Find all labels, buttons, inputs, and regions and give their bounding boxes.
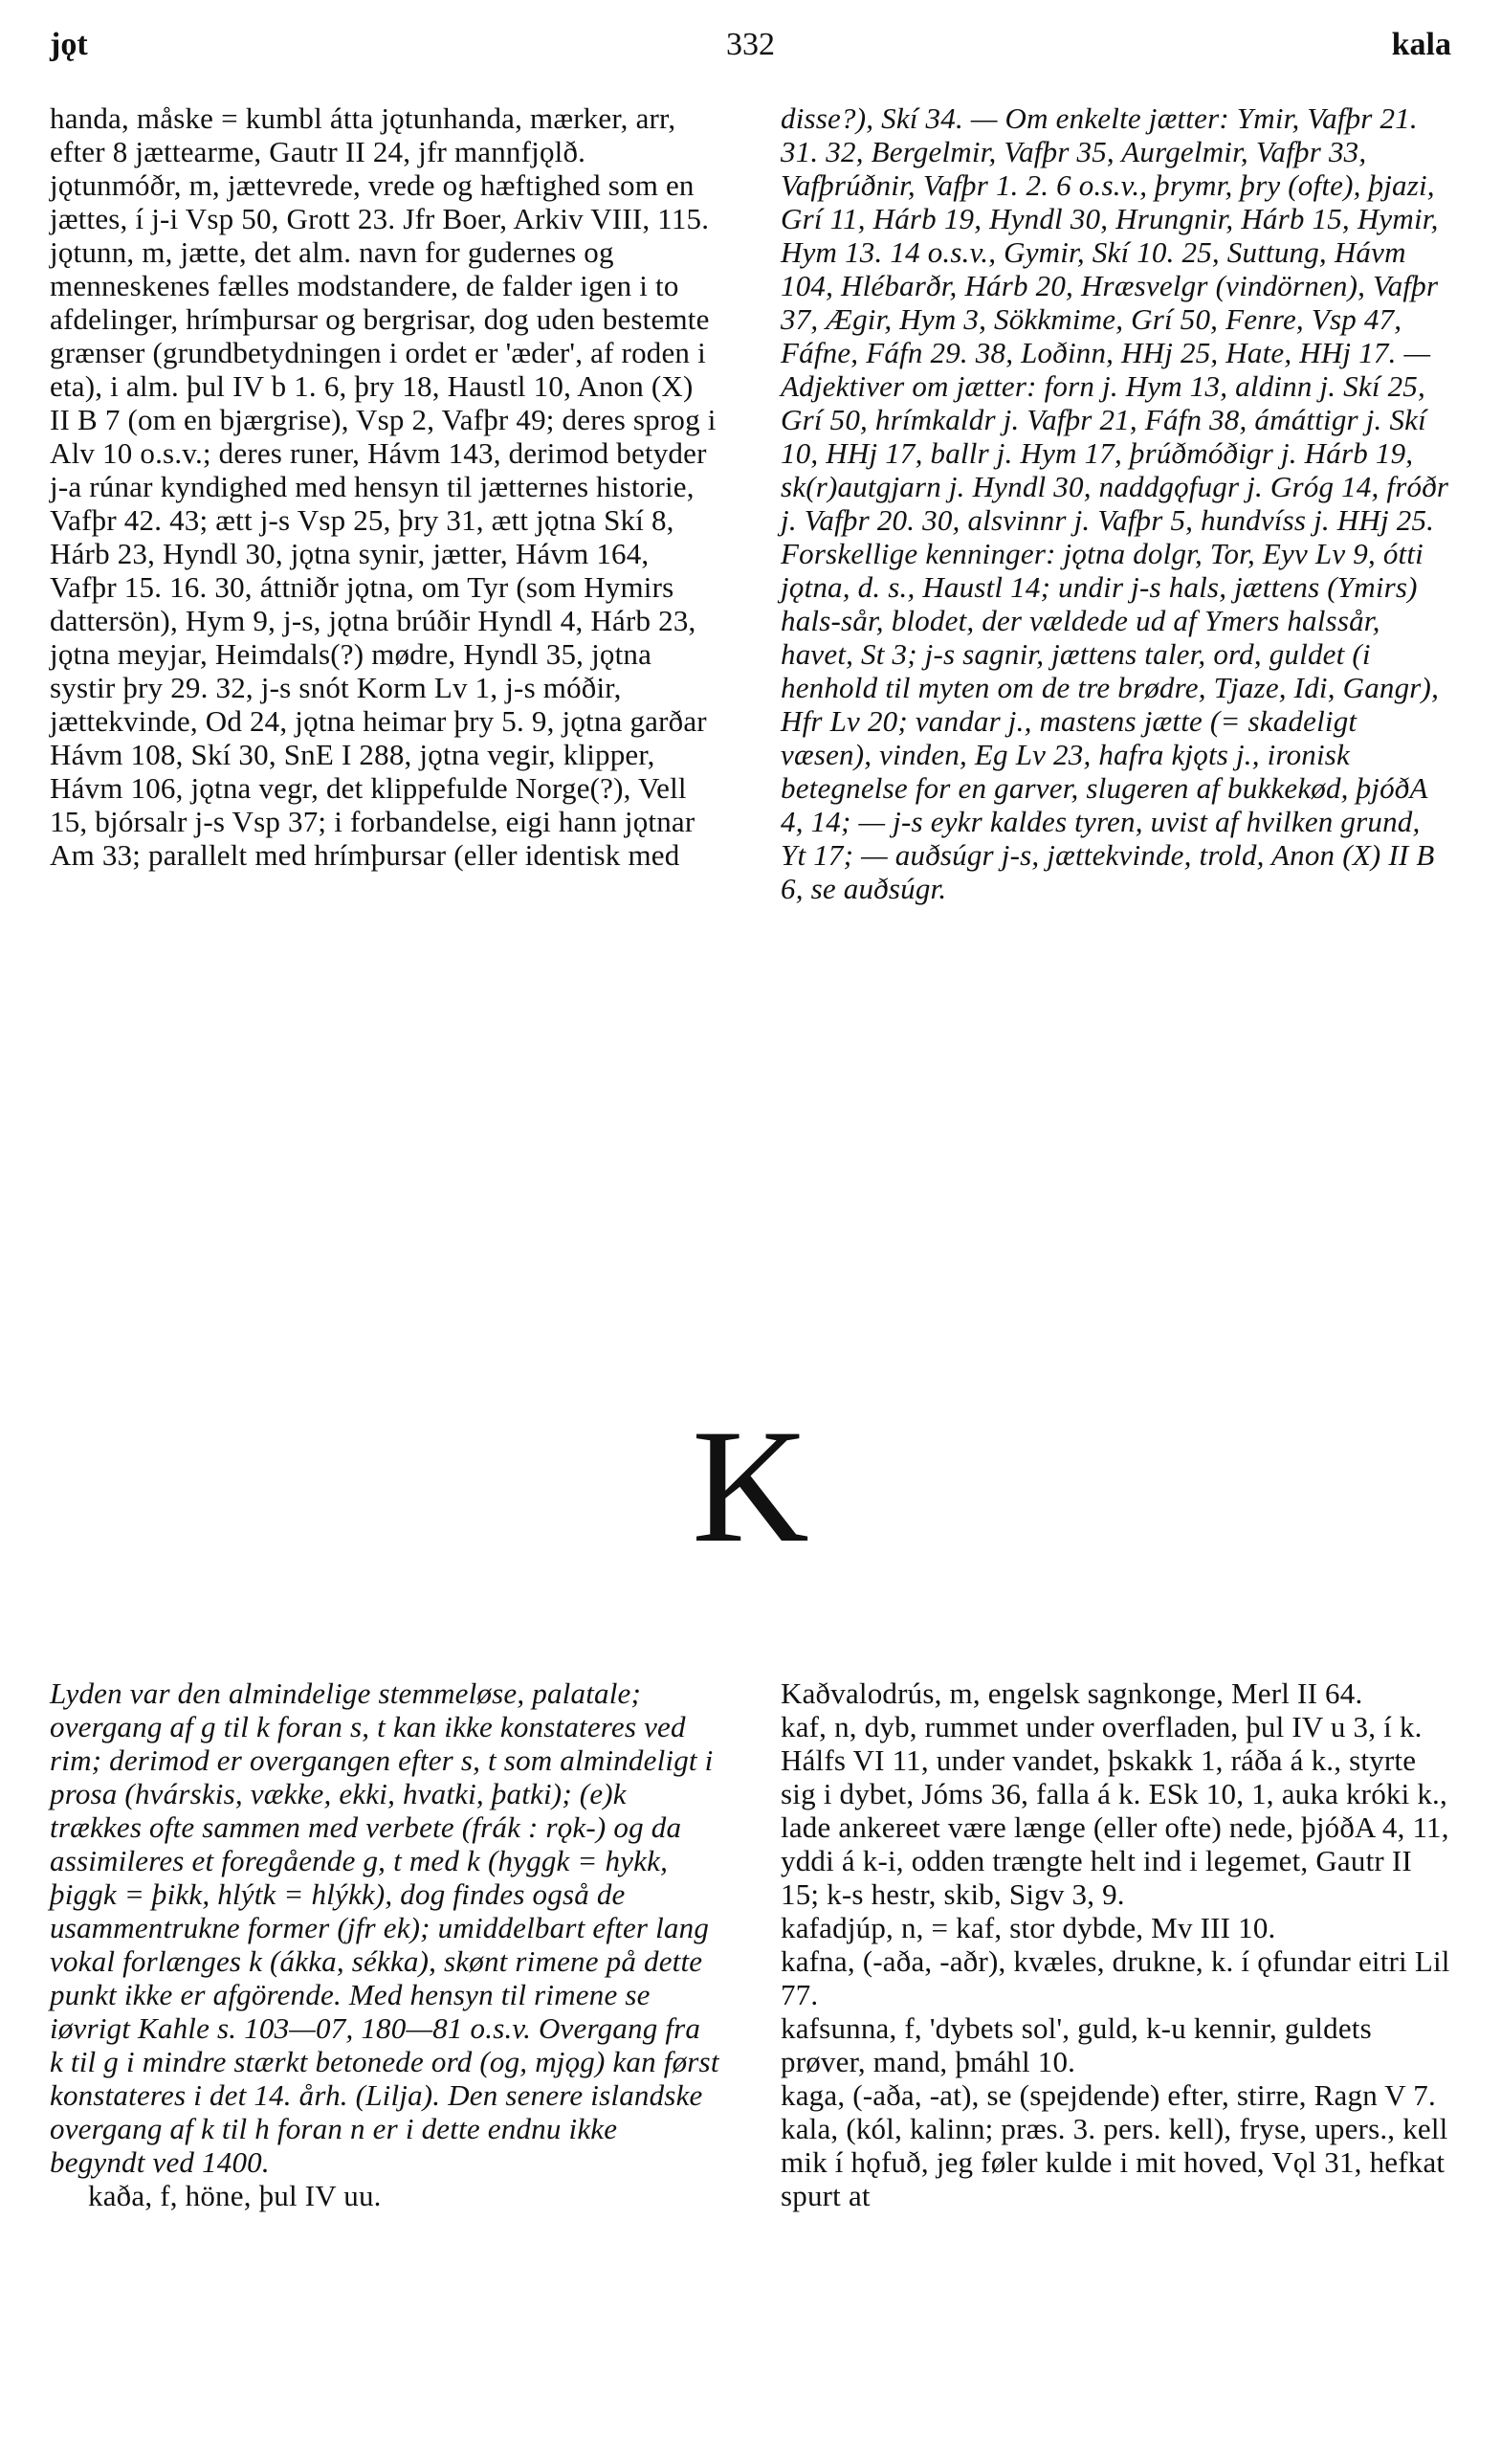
upper-right-column: [781, 101, 1450, 905]
entry-jotunn-continued: disse?), Skí 34. — Om enkelte jætter: Ymir, Vafþr 21. 31. 32, Bergelmir, Vafþr 35, Aurgelmir, Vafþr 33, Vafþrúðnir, Vafþr 1. 2. 6 o.s.v., þrymr, þry (ofte), þjazi, Grí 11, Hárb 19, Hyndl 30, Hrungnir, Hárb 15, Hymir, Hym 13. 14 o.s.v., Gymir, Skí 10. 25, Suttung, Hávm 104, Hlébarðr, Hárb 20, Hræsvelgr (vindörnen), Vafþr 37, Ægir, Hym 3, Sökkmime, Grí 50, Fenre, Vsp 47, Fáfne, Fáfn 29. 38, Loðinn, HHj 25, Hate, HHj 17. — Adjektiver om jætter: forn j. Hym 13, aldinn j. Skí 25, Grí 50, hrímkaldr j. Vafþr 21, Fáfn 38, ámáttigr j. Skí 10, HHj 17, ballr j. Hym 17, þrúðmóðigr j. Hárb 19, sk(r)autgjarn j. Hyndl 30, naddgǫfugr j. Gróg 14, fróðr j. Vafþr 20. 30, alsvinnr j. Vafþr 5, hundvíss j. HHj 25. Forskellige kenninger: jǫtna dolgr, Tor, Eyv Lv 9, ótti jǫtna, d. s., Haustl 14; undir j-s hals, jættens (Ymirs) hals-sår, blodet, der vældede ud af Ymers halssår, havet, St 3; j-s sagnir, jættens taler, ord, guldet (i henhold til myten om de tre brødre, Tjaze, Idi, Gangr), Hfr Lv 20; vandar j., mastens jætte (= skadeligt væsen), vinden, Eg Lv 23, hafra kjǫts j., ironisk betegnelse for en garver, slugeren af bukkekød, þjóðA 4, 14; — j-s eykr kaldes tyren, uvist af hvilken grund, Yt 17; — auðsúgr j-s, jættekvinde, trold, Anon (X) II B 6, se auðsúgr.: [781, 101, 1449, 905]
running-head-left: jǫt: [50, 27, 88, 62]
entry-kafsunna: kafsunna, f, 'dybets sol', guld, k-u kennir, guldets prøver, mand, þmáhl 10.: [781, 2011, 1372, 2078]
upper-left-column: [50, 101, 719, 872]
entry-jotunhanda: handa, måske = kumbl átta jǫtunhanda, mærker, arr, efter 8 jættearme, Gautr II 24, jfr mannfjǫlð.: [50, 101, 676, 168]
entry-kadvalodrus: Kaðvalodrús, m, engelsk sagnkonge, Merl II 64.: [781, 1676, 1363, 1710]
running-head-right: kala: [1391, 27, 1451, 62]
page-number: 332: [726, 27, 775, 62]
lower-left-column: [50, 1676, 719, 2212]
section-letter-k: K: [692, 1396, 809, 1576]
entry-kafna: kafna, (-aða, -aðr), kvæles, drukne, k. í ǫfundar eitri Lil 77.: [781, 1944, 1450, 2011]
lower-right-column: [781, 1676, 1450, 2212]
letter-k-introduction: Lyden var den almindelige stemmeløse, palatale; overgang af g til k foran s, t kan ikke konstateres ved rim; derimod er overgangen efter s, t som almindeligt i prosa (hvárskis, vække, ekki, hvatki, þatki); (e)k trækkes ofte sammen med verbete (frák : rǫk-) og da assimileres et foregående g, t med k (hyggk = hykk, þiggk = þikk, hlýtk = hlýkk), dog findes også de usammentrukne former (jfr ek); umiddelbart efter lang vokal forlænges k (ákka, sékka), skønt rimene på dette punkt ikke er afgörende. Med hensyn til rimene se iøvrigt Kahle s. 103—07, 180—81 o.s.v. Overgang fra k til g i mindre stærkt betonede ord (og, mjǫg) kan først konstateres i det 14. årh. (Lilja). Den senere islandske overgang af k til h foran n er i dette endnu ikke begyndt ved 1400.: [50, 1676, 719, 2179]
entry-jotunn: jǫtunn, m, jætte, det alm. navn for gudernes og menneskenes fælles modstandere, de falder igen i to afdelinger, hrímþursar og bergrisar, dog uden bestemte grænser (grundbetydningen i ordet er 'æder', af roden i eta), i alm. þul IV b 1. 6, þry 18, Haustl 10, Anon (X) II B 7 (om en bjærgrise), Vsp 2, Vafþr 49; deres sprog i Alv 10 o.s.v.; deres runer, Hávm 143, derimod betyder j-a rúnar kyndighed med hensyn til jætternes historie, Vafþr 42. 43; ætt j-s Vsp 25, þry 31, ætt jǫtna Skí 8, Hárb 23, Hyndl 30, jǫtna synir, jætter, Hávm 164, Vafþr 15. 16. 30, áttniðr jǫtna, om Tyr (som Hymirs dattersön), Hym 9, j-s, jǫtna brúðir Hyndl 4, Hárb 23, jǫtna meyjar, Heimdals(?) mødre, Hyndl 35, jǫtna systir þry 29. 32, j-s snót Korm Lv 1, j-s móðir, jættekvinde, Od 24, jǫtna heimar þry 5. 9, jǫtna garðar Hávm 108, Skí 30, SnE I 288, jǫtna vegir, klipper, Hávm 106, jǫtna vegr, det klippefulde Norge(?), Vell 15, bjórsalr j-s Vsp 37; i forbandelse, eigi hann jǫtnar Am 33; parallelt med hrímþursar (eller identisk med: [50, 235, 717, 872]
entry-kafadjup: kafadjúp, n, = kaf, stor dybde, Mv III 10.: [781, 1911, 1276, 1944]
entry-kada: kaða, f, höne, þul IV uu.: [88, 2179, 382, 2212]
entry-kaf: kaf, n, dyb, rummet under overfladen, þul IV u 3, í k. Hálfs VI 11, under vandet, þskakk 1, ráða á k., styrte sig i dybet, Jóms 36, falla á k. ESk 10, 1, auka króki k., lade ankereet være længe (eller ofte) nede, þjóðA 4, 11, yddi á k-i, odden trængte helt ind i legemet, Gautr II 15; k-s hestr, skib, Sigv 3, 9.: [781, 1710, 1449, 1911]
entry-jotunmodr: jǫtunmóðr, m, jættevrede, vrede og hæftighed som en jættes, í j-i Vsp 50, Grott 23. Jfr Boer, Arkiv VIII, 115.: [50, 168, 710, 235]
entry-kaga: kaga, (-aða, -at), se (spejdende) efter, stirre, Ragn V 7.: [781, 2078, 1436, 2112]
entry-kala: kala, (kól, kalinn; præs. 3. pers. kell), fryse, upers., kell mik í hǫfuð, jeg føler kulde i mit hoved, Vǫl 31, hefkat spurt at: [781, 2112, 1448, 2212]
